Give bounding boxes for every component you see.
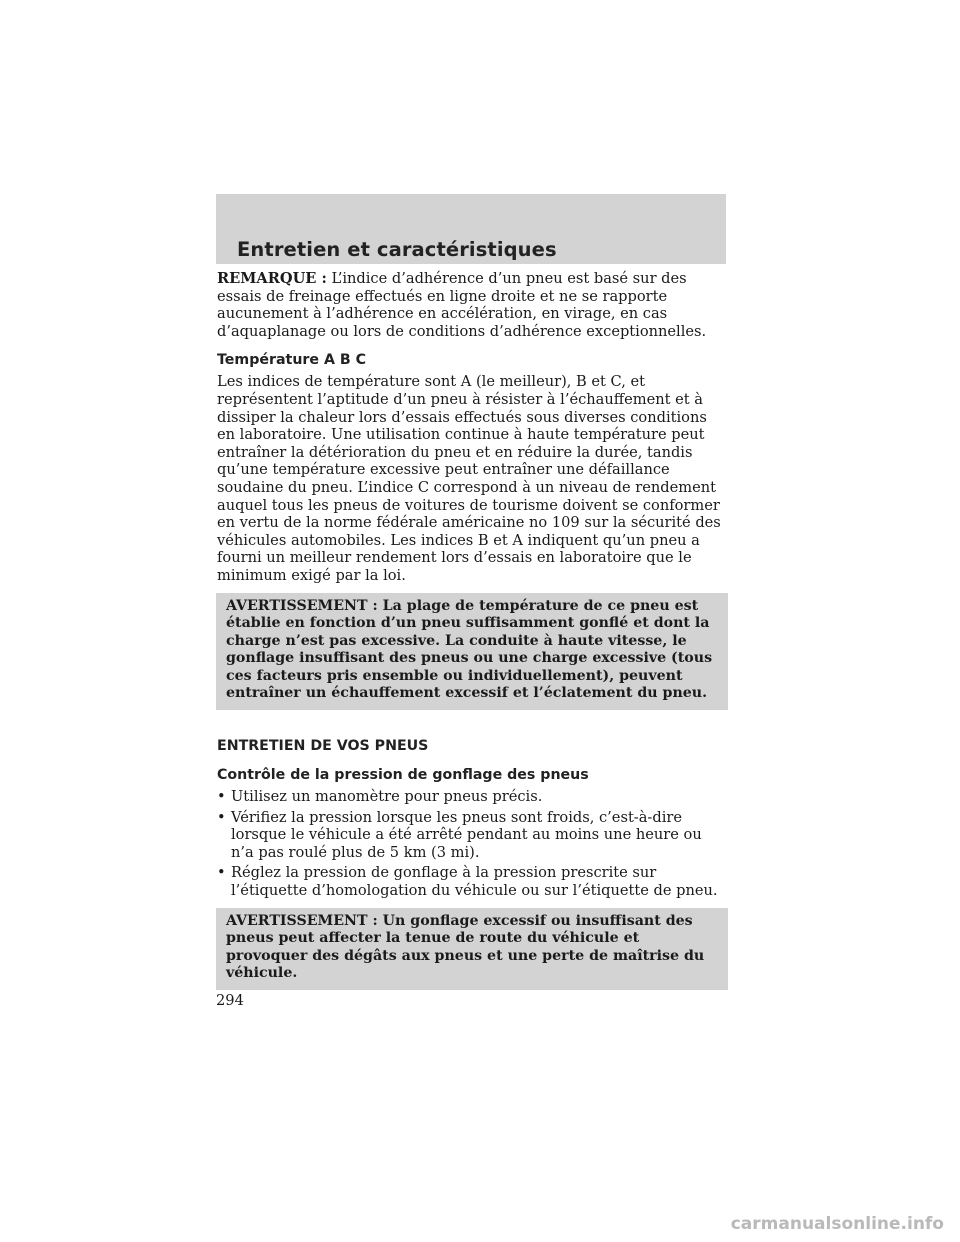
inflation-warning-box bbox=[216, 908, 728, 990]
temperature-paragraph: Les indices de température sont A (le meilleur), B et C, et représentent l’aptitude d’un pneu à résister à l’échauffement et à dissiper la chaleur lors d’essais effectués sous diverses conditions en laboratoire. Une utilisation continue à haute température peut entraîner la détérioration du pneu et en réduire la durée, tandis qu’une température excessive peut entraîner une défaillance soudaine du pneu. L’indice C correspond à un niveau de rendement auquel tous les pneus de voitures de tourisme doivent se conformer en vertu de la norme fédérale américaine no 109 sur la sécurité des véhicules automobiles. Les indices B et A indiquent qu’un pneu a fourni un meilleur rendement lors d’essais en laboratoire que le minimum exigé par la loi. bbox=[217, 373, 721, 584]
note-label: REMARQUE : bbox=[217, 270, 327, 287]
pressure-check-list bbox=[217, 788, 727, 900]
chapter-title: Entretien et caractéristiques bbox=[237, 238, 557, 261]
inflation-warning-text: AVERTISSEMENT : Un gonflage excessif ou insuffisant des pneus peut affecter la tenue de route du véhicule et provoquer des dégâts aux pneus et une perte de maîtrise du véhicule. bbox=[226, 912, 705, 982]
list-item-text: Utilisez un manomètre pour pneus précis. bbox=[231, 788, 543, 806]
page-number: 294 bbox=[216, 992, 244, 1009]
list-item bbox=[217, 809, 727, 862]
list-item bbox=[217, 864, 727, 899]
list-item-text: Vérifiez la pression lorsque les pneus sont froids, c’est-à-dire lorsque le véhicule a été arrêté pendant au moins une heure ou n’a pas roulé plus de 5 km (3 mi). bbox=[231, 808, 702, 861]
chapter-header bbox=[216, 194, 726, 264]
bullet-icon: • bbox=[217, 808, 226, 826]
list-item bbox=[217, 788, 727, 806]
bullet-icon: • bbox=[217, 788, 226, 806]
list-item-text: Réglez la pression de gonflage à la pression prescrite sur l’étiquette d’homologation du véhicule ou sur l’étiquette de pneu. bbox=[231, 864, 718, 900]
temperature-warning-text: AVERTISSEMENT : La plage de température de ce pneu est établie en fonction d’un pneu suffisamment gonflé et dont la charge n’est pas excessive. La conduite à haute vitesse, le gonflage insuffisant des pneus ou une charge excessive (tous ces facteurs pris ensemble ou individuellement), peuvent entraîner un échauffement excessif et l’éclatement du pneu. bbox=[226, 597, 713, 702]
tire-care-heading: ENTRETIEN DE VOS PNEUS bbox=[217, 738, 429, 755]
bullet-icon: • bbox=[217, 864, 226, 882]
note-text: L’indice d’adhérence d’un pneu est basé sur des essais de freinage effectués en ligne droite et ne se rapporte aucunement à l’adhérence en accélération, en virage, en cas d’aquaplanage ou lors de conditions d’adhérence exceptionnelles. bbox=[217, 270, 707, 340]
watermark-logo: carmanualsonline.info bbox=[730, 1214, 944, 1234]
page-content bbox=[217, 270, 727, 990]
temperature-heading: Température A B C bbox=[217, 352, 367, 369]
pressure-check-subheading: Contrôle de la pression de gonflage des pneus bbox=[217, 767, 589, 784]
temperature-warning-box bbox=[216, 593, 728, 711]
note-paragraph bbox=[217, 270, 727, 340]
section-spacer bbox=[217, 710, 727, 726]
